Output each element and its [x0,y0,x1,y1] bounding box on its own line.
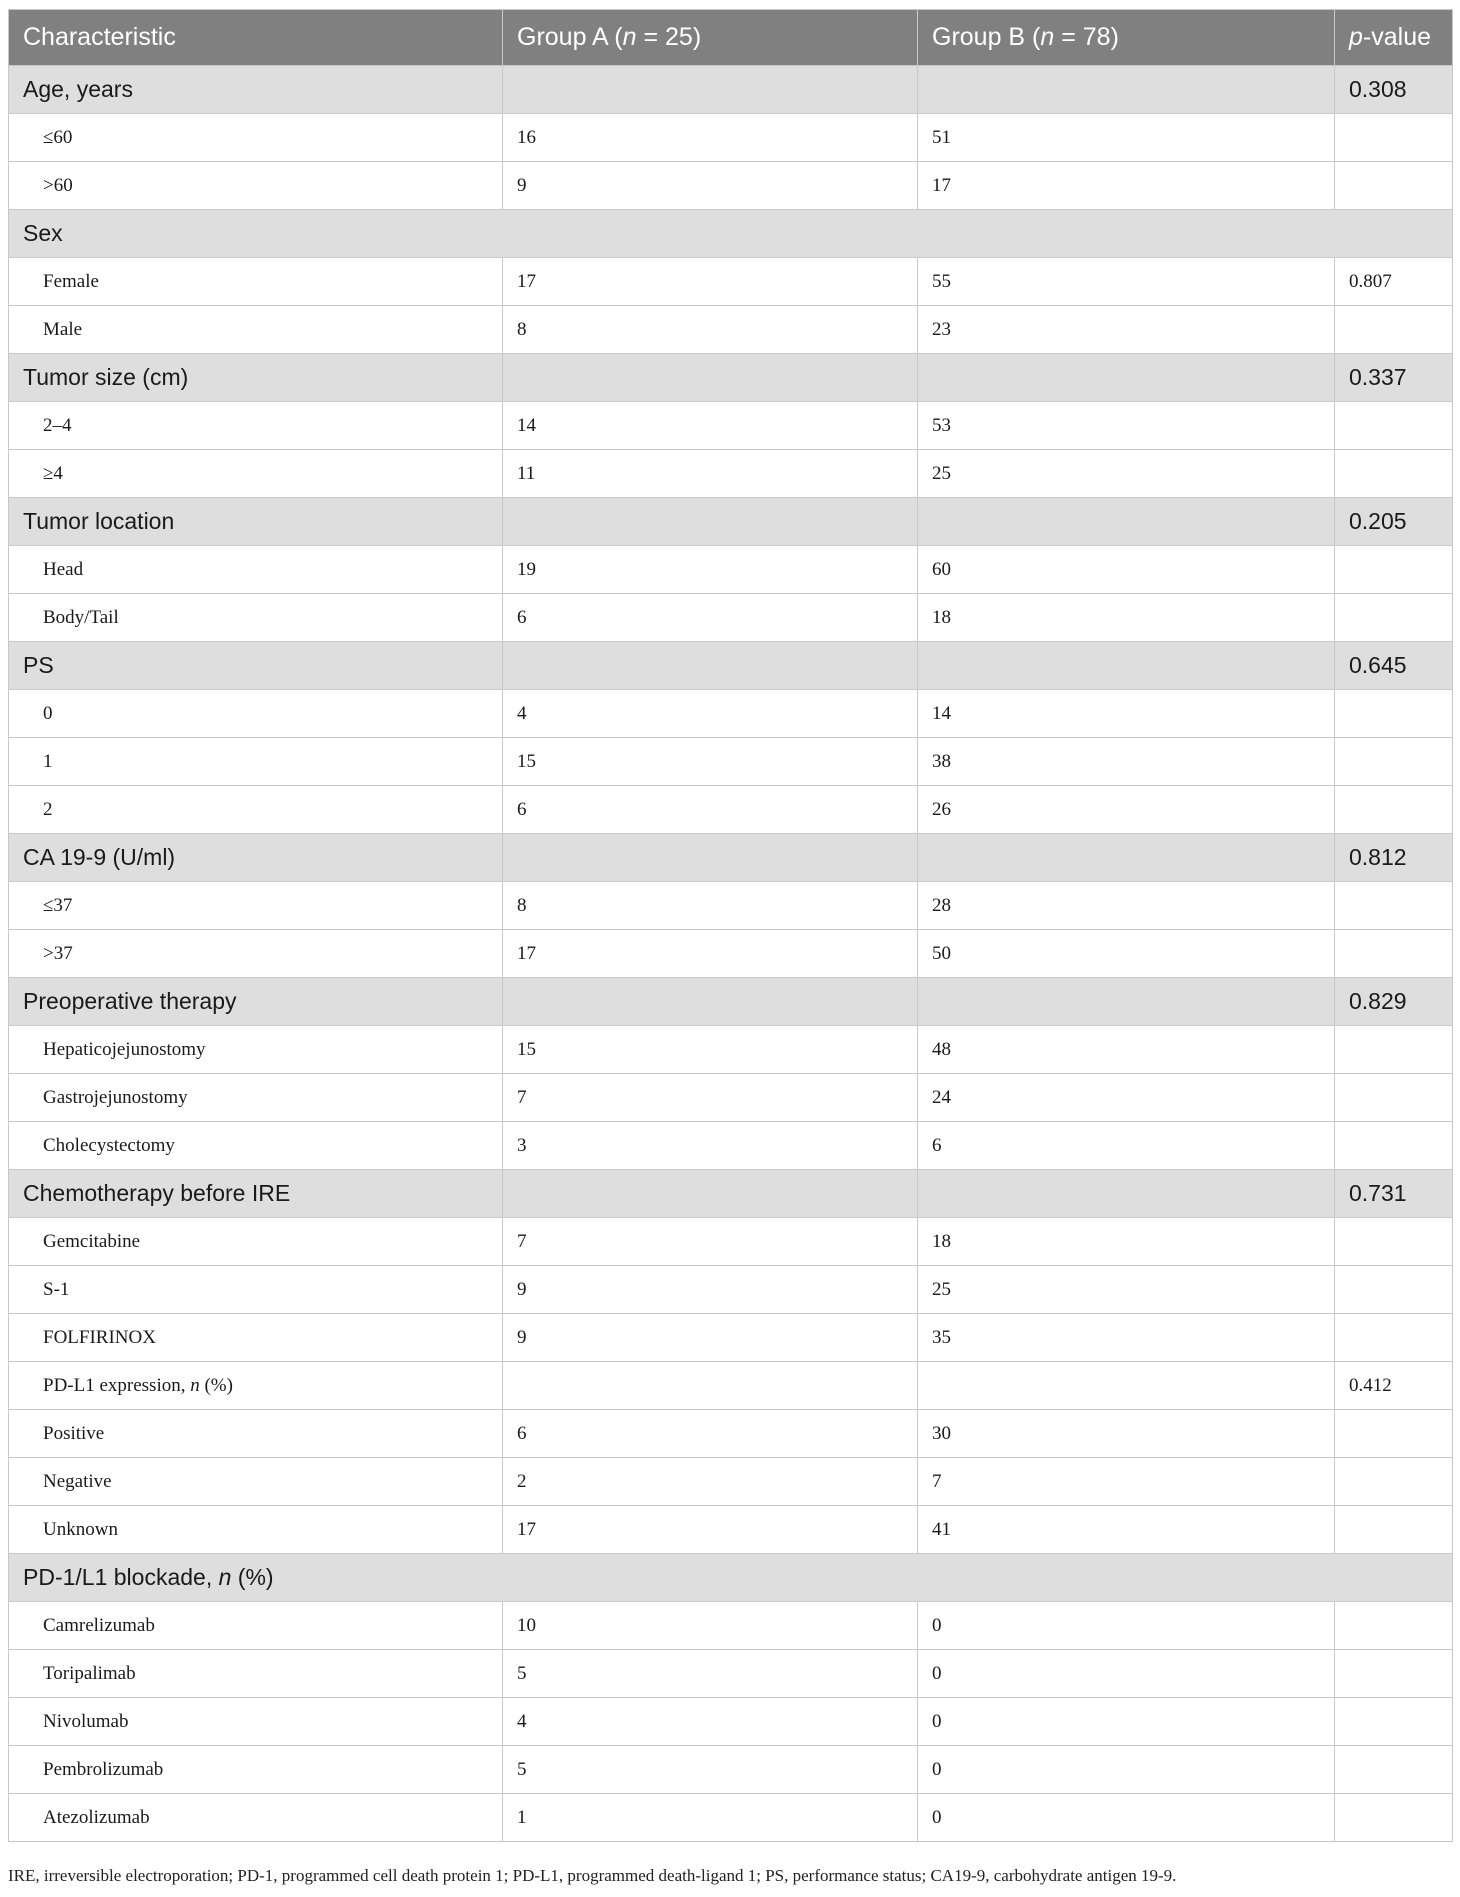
cell-characteristic-text: Cholecystectomy [43,1134,175,1156]
header-group-b-n: n [1040,23,1055,51]
cell-characteristic [9,1650,503,1698]
cell-group-b: 53 [918,402,1335,450]
cell-characteristic [9,978,503,1026]
cell-characteristic-text: CA 19-9 (U/ml) [23,844,176,870]
cell-characteristic-text: Gastrojejunostomy [43,1086,188,1108]
cell-p-value [1335,1314,1453,1362]
cell-group-b [918,1362,1335,1410]
header-group-b-suffix: = 78) [1054,23,1119,51]
table-row [9,786,1453,834]
cell-p-value [1335,1650,1453,1698]
cell-group-b: 0 [918,1794,1335,1842]
cell-characteristic-text: Body/Tail [43,606,119,628]
cell-characteristic [9,834,503,882]
table-footnote: IRE, irreversible electroporation; PD-1, programmed cell death protein 1; PD-L1, programmed death-ligand 1; PS, performance status; CA19-9, carbohydrate antigen 19-9. [8,1866,1177,1885]
table-row [9,1554,1453,1602]
table-row [9,258,1453,306]
table-row [9,738,1453,786]
cell-characteristic [9,210,1453,258]
header-group-b [918,10,1335,66]
table-row [9,210,1453,258]
cell-group-a: 3 [503,1122,918,1170]
cell-characteristic [9,306,503,354]
cell-group-b: 28 [918,882,1335,930]
cell-characteristic-suffix: (%) [199,1374,233,1396]
cell-p-value [1335,1122,1453,1170]
cell-characteristic [9,546,503,594]
table-row [9,1218,1453,1266]
table-row [9,1266,1453,1314]
cell-characteristic [9,66,503,114]
cell-characteristic [9,1602,503,1650]
cell-group-b [918,354,1335,402]
cell-group-a: 7 [503,1074,918,1122]
table-body [9,66,1453,1842]
table-row [9,978,1453,1026]
cell-characteristic [9,1314,503,1362]
table-header-row [9,10,1453,66]
cell-group-b: 41 [918,1506,1335,1554]
cell-characteristic-text: Head [43,558,84,580]
cell-characteristic-text: >60 [43,174,73,196]
cell-group-b: 35 [918,1314,1335,1362]
cell-characteristic [9,402,503,450]
cell-p-value [1335,1218,1453,1266]
cell-characteristic-text: Female [43,270,99,292]
cell-p-value [1335,114,1453,162]
cell-characteristic [9,1218,503,1266]
table-row [9,1314,1453,1362]
cell-characteristic-text: PD-1/L1 blockade, [23,1564,219,1590]
cell-characteristic-text: PS [23,652,54,678]
table-row [9,162,1453,210]
cell-group-b: 23 [918,306,1335,354]
cell-characteristic-text: Negative [43,1470,112,1492]
cell-characteristic [9,1458,503,1506]
cell-group-b: 48 [918,1026,1335,1074]
cell-characteristic [9,1362,503,1410]
cell-group-b [918,498,1335,546]
cell-p-value: 0.412 [1335,1362,1453,1410]
cell-group-b: 24 [918,1074,1335,1122]
cell-p-value [1335,306,1453,354]
cell-group-a: 5 [503,1746,918,1794]
cell-group-a: 7 [503,1218,918,1266]
table-row [9,930,1453,978]
cell-characteristic [9,162,503,210]
cell-group-b: 25 [918,450,1335,498]
cell-characteristic-suffix: (%) [231,1564,274,1590]
cell-p-value [1335,594,1453,642]
cell-group-b: 14 [918,690,1335,738]
cell-group-a: 2 [503,1458,918,1506]
header-characteristic [9,10,503,66]
cell-p-value: 0.812 [1335,834,1453,882]
cell-group-a: 4 [503,1698,918,1746]
cell-group-a: 17 [503,258,918,306]
cell-characteristic-text: Unknown [43,1518,118,1540]
cell-characteristic-text: PD-L1 expression, [43,1374,191,1396]
cell-group-b: 0 [918,1746,1335,1794]
cell-characteristic-text: Pembrolizumab [43,1758,164,1780]
table-row [9,450,1453,498]
cell-p-value: 0.807 [1335,258,1453,306]
cell-group-a [503,642,918,690]
header-p-italic: p [1349,23,1363,51]
header-group-a-prefix: Group A ( [517,23,623,51]
cell-characteristic [9,738,503,786]
header-p-suffix: -value [1362,23,1431,51]
cell-group-a: 11 [503,450,918,498]
cell-group-a [503,978,918,1026]
cell-group-b: 30 [918,1410,1335,1458]
cell-characteristic-text: FOLFIRINOX [43,1326,156,1348]
cell-characteristic [9,642,503,690]
cell-characteristic-text: ≤37 [43,894,73,916]
cell-group-a [503,498,918,546]
cell-group-a: 16 [503,114,918,162]
cell-group-b: 60 [918,546,1335,594]
table-row [9,1074,1453,1122]
cell-characteristic [9,1170,503,1218]
cell-characteristic [9,258,503,306]
cell-characteristic-text: >37 [43,942,73,964]
cell-p-value [1335,1458,1453,1506]
cell-characteristic-text: 1 [43,750,53,772]
cell-characteristic-text: Tumor size (cm) [23,364,189,390]
cell-characteristic [9,1698,503,1746]
cell-p-value [1335,1506,1453,1554]
cell-group-b: 0 [918,1698,1335,1746]
cell-characteristic [9,1410,503,1458]
table-row [9,1362,1453,1410]
cell-group-a [503,1170,918,1218]
cell-p-value [1335,1074,1453,1122]
cell-characteristic [9,1794,503,1842]
cell-characteristic [9,1122,503,1170]
cell-group-a: 14 [503,402,918,450]
cell-characteristic-text: 0 [43,702,53,724]
cell-characteristic-text: Toripalimab [43,1662,136,1684]
cell-characteristic-text: ≤60 [43,126,73,148]
table-row [9,1410,1453,1458]
cell-characteristic [9,594,503,642]
cell-group-b [918,834,1335,882]
cell-group-a: 9 [503,1266,918,1314]
cell-group-a: 17 [503,1506,918,1554]
cell-group-a: 15 [503,1026,918,1074]
cell-characteristic [9,1074,503,1122]
cell-p-value [1335,738,1453,786]
cell-characteristic-italic: n [218,1564,232,1590]
cell-p-value [1335,450,1453,498]
cell-p-value [1335,1602,1453,1650]
cell-characteristic-text: Tumor location [23,508,175,534]
cell-group-a [503,66,918,114]
cell-group-b [918,642,1335,690]
table-row [9,1602,1453,1650]
cell-characteristic [9,354,503,402]
table-row [9,642,1453,690]
cell-p-value [1335,1794,1453,1842]
cell-characteristic-text: Hepaticojejunostomy [43,1038,206,1060]
cell-group-a: 4 [503,690,918,738]
table-row [9,306,1453,354]
table-row [9,1794,1453,1842]
cell-characteristic [9,1746,503,1794]
cell-p-value: 0.337 [1335,354,1453,402]
table-row [9,690,1453,738]
cell-characteristic [9,450,503,498]
cell-group-a: 9 [503,162,918,210]
cell-p-value [1335,1746,1453,1794]
cell-p-value: 0.205 [1335,498,1453,546]
table-row [9,498,1453,546]
cell-characteristic [9,882,503,930]
cell-group-b [918,66,1335,114]
cell-characteristic-text: Male [43,318,83,340]
cell-group-a: 1 [503,1794,918,1842]
cell-p-value [1335,402,1453,450]
cell-p-value [1335,882,1453,930]
header-group-a-n: n [622,23,637,51]
cell-characteristic-text: 2–4 [43,414,72,436]
cell-group-a [503,354,918,402]
table-row [9,1746,1453,1794]
cell-p-value [1335,786,1453,834]
cell-p-value [1335,162,1453,210]
cell-characteristic [9,1554,1453,1602]
cell-group-a: 17 [503,930,918,978]
cell-group-b [918,1170,1335,1218]
cell-characteristic-text: Camrelizumab [43,1614,155,1636]
table-row [9,834,1453,882]
header-group-a-suffix: = 25) [636,23,702,51]
cell-characteristic-text: 2 [43,798,53,820]
header-p-value [1335,10,1453,66]
cell-characteristic [9,1506,503,1554]
cell-p-value [1335,1410,1453,1458]
cell-characteristic-text: Age, years [23,76,133,102]
cell-group-b: 0 [918,1602,1335,1650]
table-row [9,1506,1453,1554]
cell-group-b: 26 [918,786,1335,834]
cell-group-b: 25 [918,1266,1335,1314]
cell-group-a: 6 [503,594,918,642]
cell-group-b: 51 [918,114,1335,162]
cell-p-value: 0.731 [1335,1170,1453,1218]
cell-p-value: 0.645 [1335,642,1453,690]
cell-group-b: 18 [918,594,1335,642]
cell-p-value: 0.829 [1335,978,1453,1026]
cell-group-b: 38 [918,738,1335,786]
table-row [9,594,1453,642]
cell-p-value [1335,1266,1453,1314]
cell-group-b: 18 [918,1218,1335,1266]
cell-group-a [503,1362,918,1410]
cell-characteristic-italic: n [190,1374,200,1396]
cell-group-b: 0 [918,1650,1335,1698]
cell-group-a: 6 [503,786,918,834]
table-row [9,1026,1453,1074]
characteristics-table [8,9,1453,1842]
cell-characteristic-text: Gemcitabine [43,1230,141,1252]
cell-characteristic-text: Positive [43,1422,105,1444]
cell-group-a: 15 [503,738,918,786]
table-row [9,114,1453,162]
cell-group-a: 6 [503,1410,918,1458]
characteristics-table-container [8,9,1452,1842]
cell-group-b: 6 [918,1122,1335,1170]
cell-characteristic [9,1266,503,1314]
table-row [9,1122,1453,1170]
cell-characteristic-text: Nivolumab [43,1710,129,1732]
cell-characteristic-text: Preoperative therapy [23,988,237,1014]
cell-characteristic [9,690,503,738]
table-row [9,66,1453,114]
cell-p-value [1335,690,1453,738]
table-row [9,546,1453,594]
cell-group-a: 19 [503,546,918,594]
table-row [9,354,1453,402]
cell-p-value: 0.308 [1335,66,1453,114]
cell-p-value [1335,1026,1453,1074]
cell-characteristic-text: S-1 [43,1278,70,1300]
cell-group-a: 5 [503,1650,918,1698]
cell-characteristic [9,786,503,834]
table-row [9,1650,1453,1698]
cell-group-b: 55 [918,258,1335,306]
cell-group-a [503,834,918,882]
cell-characteristic [9,498,503,546]
cell-characteristic-text: Atezolizumab [43,1806,150,1828]
cell-group-b: 50 [918,930,1335,978]
cell-group-b [918,978,1335,1026]
cell-group-a: 10 [503,1602,918,1650]
table-row [9,1458,1453,1506]
cell-characteristic [9,114,503,162]
header-group-a [503,10,918,66]
cell-group-a: 8 [503,306,918,354]
cell-characteristic-text: Chemotherapy before IRE [23,1180,291,1206]
cell-characteristic-text: ≥4 [43,462,63,484]
table-row [9,402,1453,450]
cell-characteristic-text: Sex [23,220,63,246]
table-row [9,1170,1453,1218]
header-characteristic-text: Characteristic [23,23,176,51]
cell-group-b: 17 [918,162,1335,210]
table-row [9,882,1453,930]
cell-characteristic [9,930,503,978]
cell-group-b: 7 [918,1458,1335,1506]
cell-p-value [1335,546,1453,594]
cell-p-value [1335,1698,1453,1746]
cell-group-a: 9 [503,1314,918,1362]
header-group-b-prefix: Group B ( [932,23,1041,51]
cell-p-value [1335,930,1453,978]
cell-characteristic [9,1026,503,1074]
cell-group-a: 8 [503,882,918,930]
table-row [9,1698,1453,1746]
